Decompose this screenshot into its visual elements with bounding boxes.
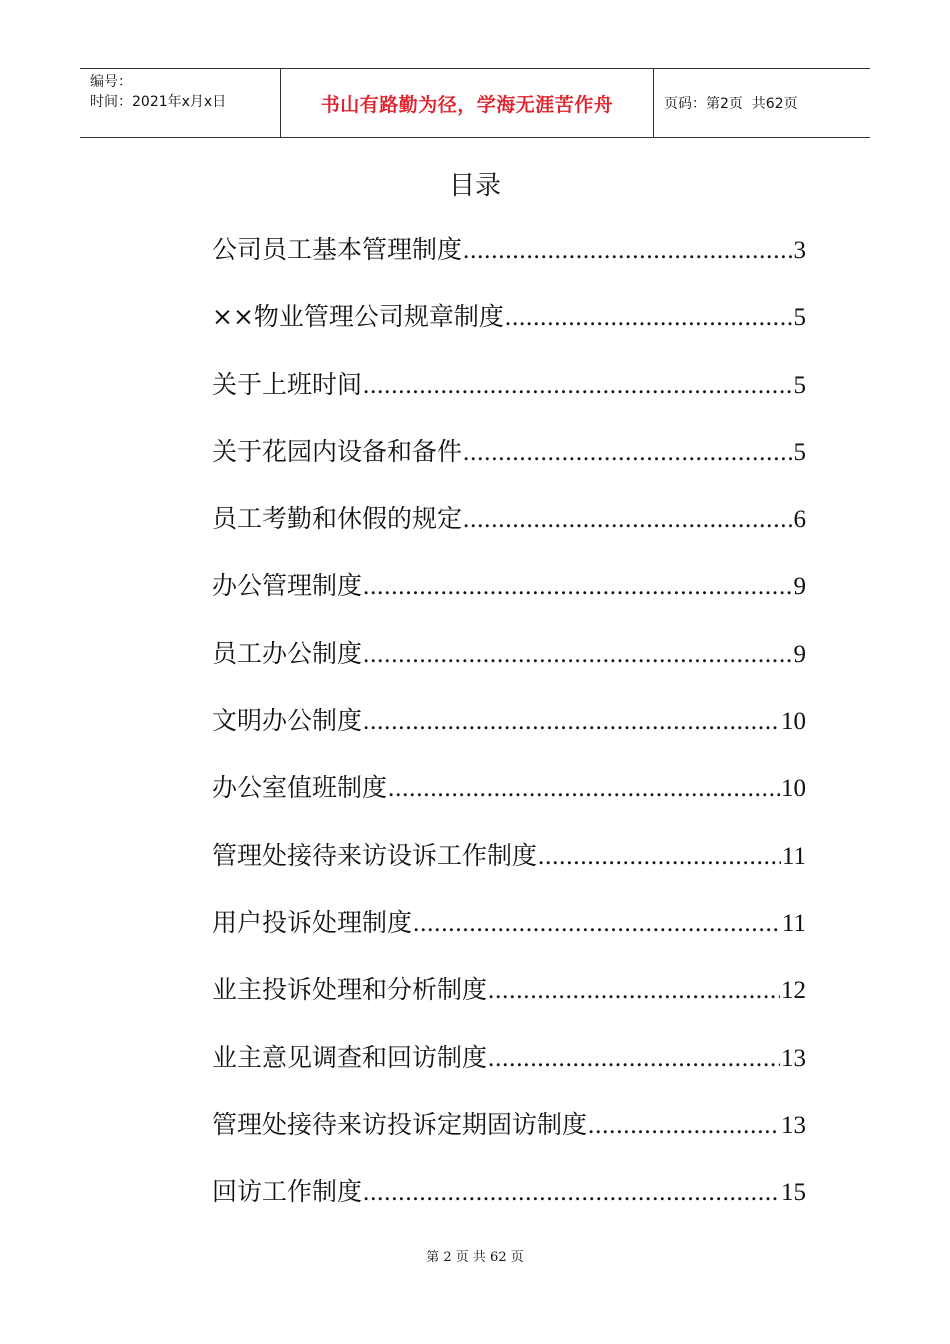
toc-entry[interactable]	[212, 764, 806, 831]
toc-entry-title: 用户投诉处理制度	[212, 907, 413, 937]
toc-leader-dots	[463, 429, 792, 477]
toc-leader-dots	[388, 765, 780, 813]
toc-entry-page: 13	[781, 1044, 806, 1072]
page-footer: 第 2 页 共 62 页	[426, 1250, 524, 1265]
toc-leader-dots	[463, 227, 792, 275]
toc-entry[interactable]	[212, 361, 806, 428]
serial-label: 编号：	[90, 74, 132, 90]
toc-entry-title: 办公室值班制度	[212, 773, 388, 803]
header-meta	[80, 69, 281, 137]
page-header	[80, 68, 870, 138]
toc-entry[interactable]	[212, 1168, 806, 1235]
toc-entry-title: 员工考勤和休假的规定	[212, 504, 463, 534]
toc-leader-dots	[363, 1169, 780, 1217]
toc-entry-title: 公司员工基本管理制度	[212, 235, 463, 264]
toc-entry-page: 10	[781, 775, 806, 803]
toc-entry-page: 13	[781, 1111, 806, 1139]
toc-entry-title: 回访工作制度	[212, 1177, 363, 1207]
toc-entry-title: 业主意见调查和回访制度	[212, 1042, 488, 1072]
toc-entry-title: 管理处接待来访设诉工作制度	[212, 840, 538, 870]
toc-entry-page: 15	[781, 1179, 806, 1207]
toc-leader-dots	[505, 294, 793, 342]
toc-entry-page: 10	[781, 708, 806, 736]
header-page-info: 页码：第2页 共62页	[664, 96, 798, 112]
toc-leader-dots	[363, 362, 792, 410]
toc-entry[interactable]	[212, 428, 806, 495]
header-motto: 书山有路勤为径，学海无涯苦作舟	[281, 69, 654, 137]
date-label: 时间：2021年x月x日	[90, 94, 227, 110]
toc-entry[interactable]	[212, 630, 806, 697]
toc-entry[interactable]	[212, 1101, 806, 1168]
toc-entry-title: 关于花园内设备和备件	[212, 436, 463, 466]
toc-entry[interactable]	[212, 697, 806, 764]
toc-entry[interactable]	[212, 1034, 806, 1101]
toc-leader-dots	[363, 563, 792, 611]
toc-leader-dots	[538, 833, 781, 881]
toc-entry-page: 6	[793, 506, 806, 534]
toc-entry-page: 9	[793, 640, 806, 668]
toc-entry[interactable]	[212, 832, 806, 899]
toc-entry[interactable]	[212, 562, 806, 629]
toc-entry-page: 5	[793, 371, 806, 399]
toc-entry-page: 11	[781, 842, 806, 870]
toc-entry-page: 5	[793, 438, 806, 466]
toc-leader-dots	[463, 496, 792, 544]
toc-entry[interactable]	[212, 966, 806, 1033]
toc-entry-title: 管理处接待来访投诉定期固访制度	[212, 1109, 588, 1139]
toc-entry[interactable]	[212, 226, 806, 293]
toc-entry[interactable]	[212, 495, 806, 562]
toc-entry-title: 文明办公制度	[212, 706, 363, 736]
toc-leader-dots	[488, 967, 780, 1015]
toc-entry-title: 员工办公制度	[212, 638, 363, 668]
table-of-contents	[212, 226, 806, 1235]
toc-leader-dots	[413, 900, 781, 948]
toc-entry-title: 办公管理制度	[212, 571, 363, 601]
toc-entry-title: 业主投诉处理和分析制度	[212, 975, 488, 1005]
toc-entry[interactable]	[212, 899, 806, 966]
toc-entry-page: 3	[793, 237, 806, 264]
toc-title: 目录	[448, 171, 501, 201]
toc-entry-page: 9	[793, 573, 806, 601]
toc-entry-page: 11	[781, 909, 806, 937]
toc-entry-page: 12	[781, 977, 806, 1005]
toc-leader-dots	[588, 1102, 780, 1150]
toc-leader-dots	[363, 631, 792, 679]
toc-entry-title: 关于上班时间	[212, 369, 363, 399]
toc-leader-dots	[363, 698, 780, 746]
toc-entry-page: 5	[793, 304, 806, 332]
toc-entry[interactable]	[212, 293, 806, 360]
toc-leader-dots	[488, 1035, 780, 1083]
toc-entry-title: ××物业管理公司规章制度	[212, 302, 504, 332]
